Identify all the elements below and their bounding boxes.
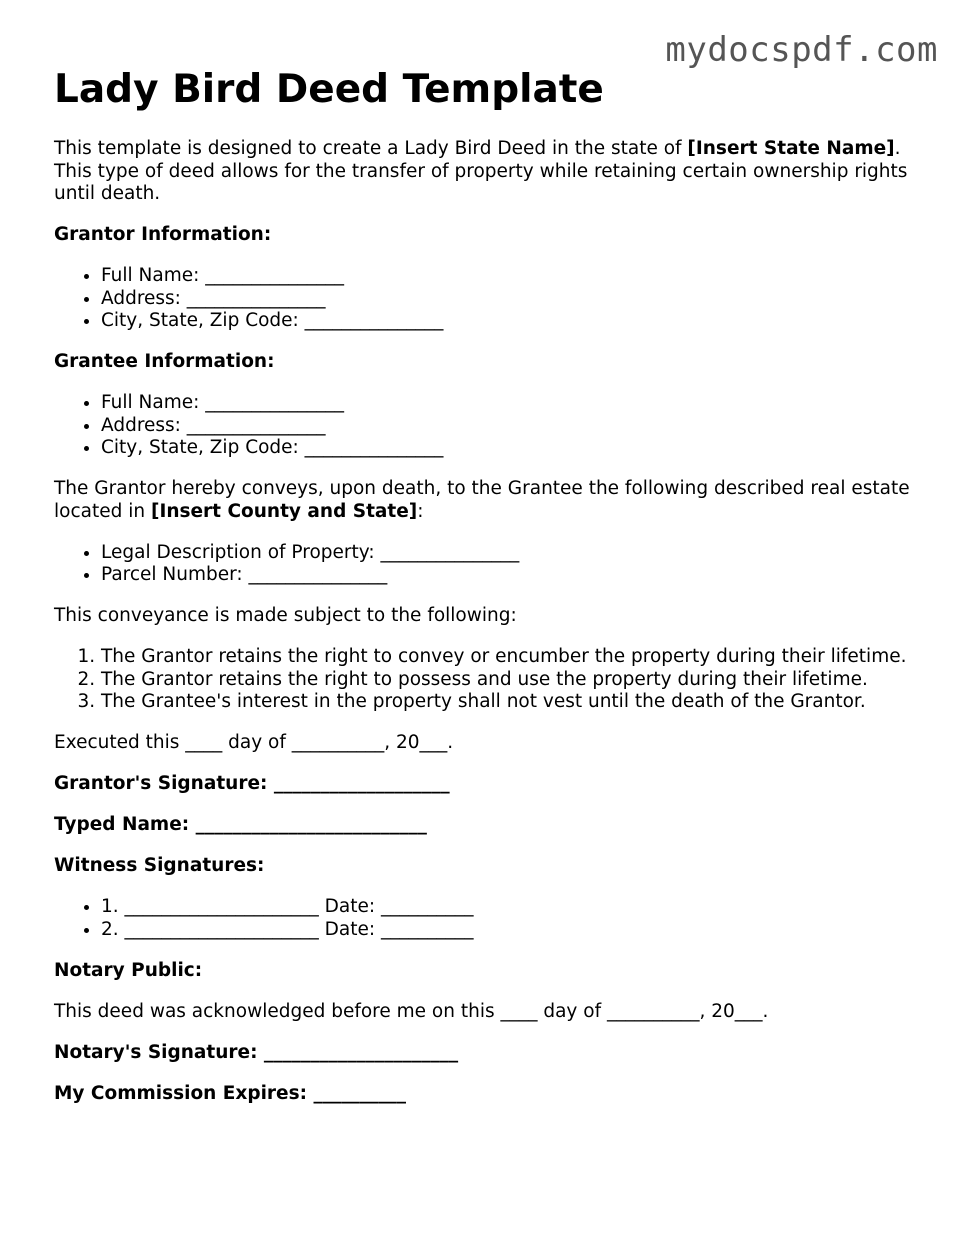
grantee-full-name-field: • Full Name: _______________ (101, 392, 924, 415)
witness-item: • 1. _____________________ Date: __________ (101, 896, 924, 919)
subject-conditions-list (54, 646, 924, 714)
grantor-address-field: • Address: _______________ (101, 288, 924, 311)
witness-list (54, 896, 924, 941)
notary-acknowledged-line: This deed was acknowledged before me on this ____ day of __________, 20___. (54, 1000, 769, 1022)
grantor-city-state-zip-field: • City, State, Zip Code: _______________ (101, 310, 924, 333)
condition-item: 1. The Grantor retains the right to convey or encumber the property during their lifetime. (101, 646, 924, 669)
legal-description-field: • Legal Description of Property: _______________ (101, 542, 924, 565)
state-placeholder: [Insert State Name] (687, 138, 895, 159)
conveyance-text-before: The Grantor hereby conveys, upon death, to the Grantee the following described real estate located in (54, 478, 910, 522)
conveyance-paragraph (54, 478, 924, 523)
notary-signature-line: Notary's Signature: _____________________ (54, 1041, 459, 1063)
witness-item: • 2. _____________________ Date: __________ (101, 919, 924, 942)
conveyance-text-after: : (417, 500, 424, 522)
grantor-fields-list (54, 265, 924, 333)
page-title: Lady Bird Deed Template (54, 67, 604, 112)
typed-name-line: Typed Name: _________________________ (54, 814, 427, 835)
grantor-signature-line: Grantor's Signature: ___________________ (54, 773, 450, 794)
grantor-heading: Grantor Information: (54, 224, 272, 245)
condition-item: 2. The Grantor retains the right to possess and use the property during their lifetime. (101, 669, 924, 692)
document-page (54, 64, 924, 1124)
grantee-heading: Grantee Information: (54, 351, 275, 372)
grantee-address-field: • Address: _______________ (101, 415, 924, 438)
grantee-fields-list (54, 392, 924, 460)
county-placeholder: [Insert County and State] (150, 500, 418, 522)
witness-heading: Witness Signatures: (54, 855, 265, 876)
intro-text-before: This template is designed to create a Lady Bird Deed in the state of (54, 138, 688, 159)
grantor-full-name-field: • Full Name: _______________ (101, 265, 924, 288)
grantee-city-state-zip-field: • City, State, Zip Code: _______________ (101, 437, 924, 460)
notary-heading: Notary Public: (54, 959, 203, 981)
commission-expires-line: My Commission Expires: __________ (54, 1082, 406, 1104)
parcel-number-field: • Parcel Number: _______________ (101, 564, 924, 587)
condition-item: 3. The Grantee's interest in the property shall not vest until the death of the Grantor. (101, 691, 924, 714)
intro-text-after: . This type of deed allows for the transfer of property while retaining certain ownership rights until death. (54, 138, 908, 204)
subject-intro: This conveyance is made subject to the following: (54, 605, 517, 626)
intro-paragraph (54, 138, 924, 206)
executed-line: Executed this ____ day of __________, 20___. (54, 732, 454, 753)
watermark: mydocspdf.com (665, 30, 938, 70)
property-fields-list (54, 542, 924, 587)
